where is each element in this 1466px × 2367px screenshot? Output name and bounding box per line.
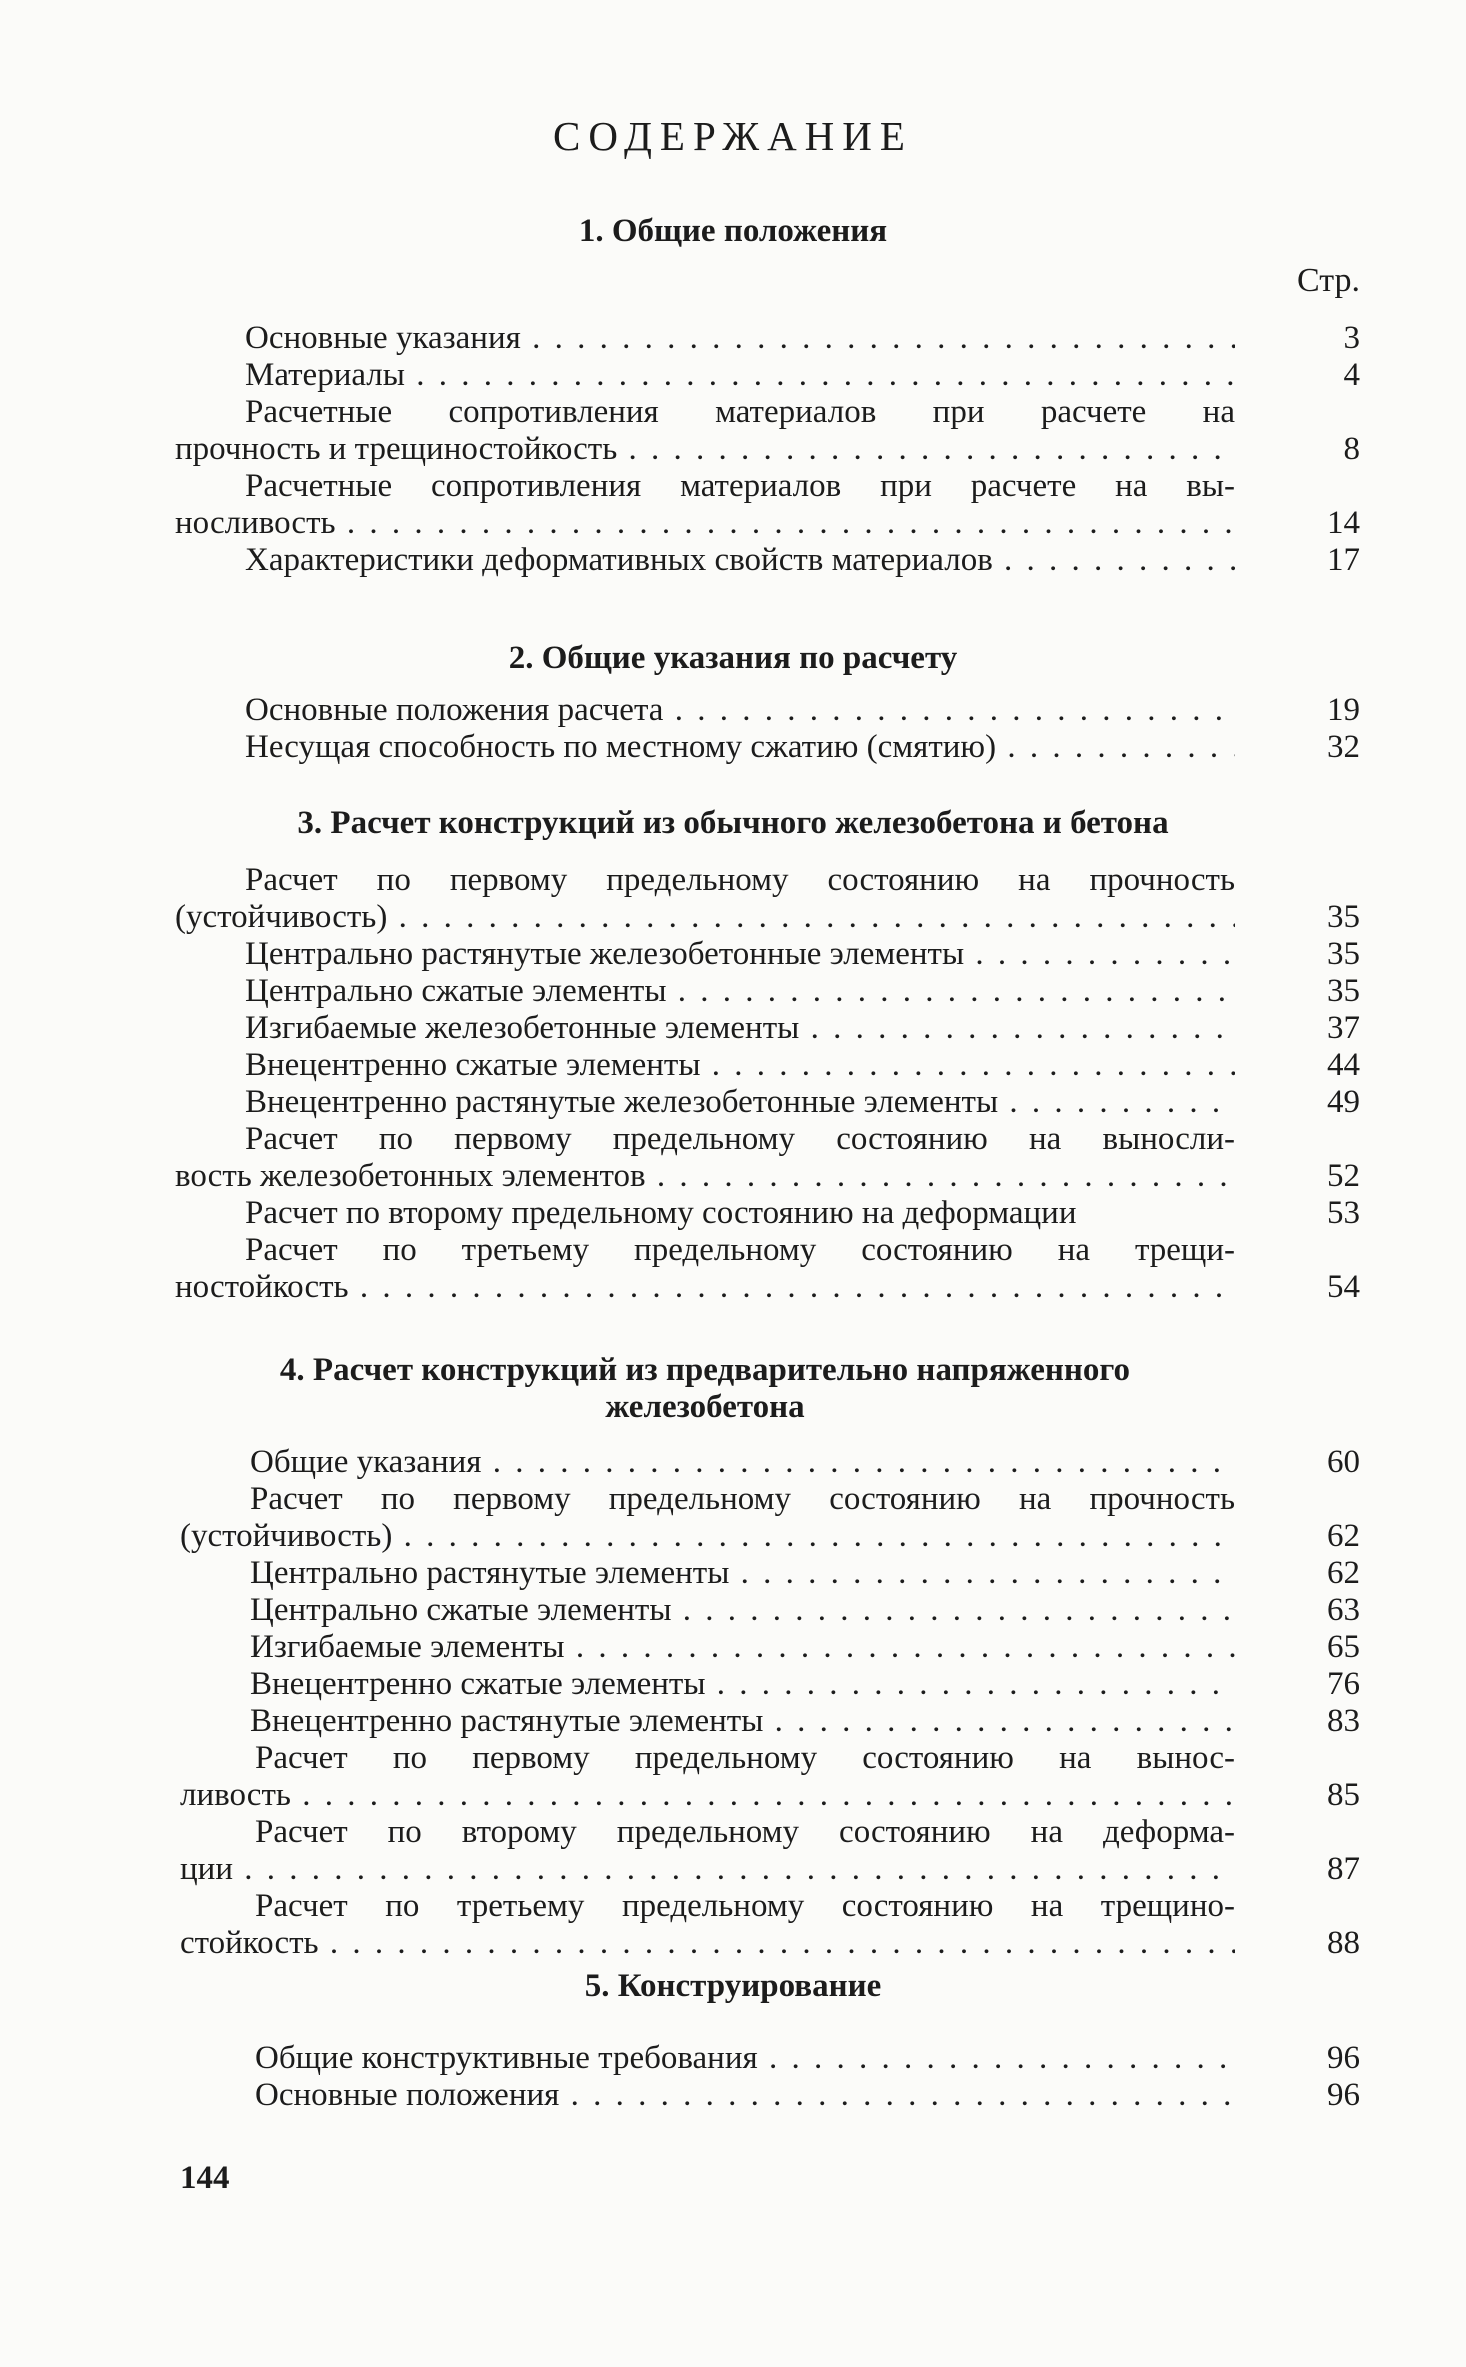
toc-entry (0, 1814, 1466, 1851)
toc-entry-page: 53 (1327, 1195, 1360, 1231)
toc-entry-text: Расчетные сопротивления материалов при расчете на вы- (245, 468, 1235, 504)
toc-entry-text: Внецентренно растянутые железобетонные элементы . . . (245, 1084, 1235, 1121)
toc-entry-text: Внецентренно сжатые элементы . . . (245, 1047, 1235, 1084)
toc-entry-text: ностойкость . . . (175, 1269, 1235, 1306)
toc-entry-page: 85 (1327, 1777, 1360, 1813)
toc-entry (0, 899, 1466, 936)
toc-entry-page: 35 (1327, 899, 1360, 935)
toc-entry (0, 1195, 1466, 1232)
toc-entry (0, 2040, 1466, 2077)
toc-entry-page: 65 (1327, 1629, 1360, 1665)
toc-entry (0, 431, 1466, 468)
toc-entry-text: Расчет по первому предельному состоянию на вынос- (255, 1740, 1235, 1776)
toc-entry-page: 52 (1327, 1158, 1360, 1194)
toc-entry (0, 1010, 1466, 1047)
toc-entry (0, 1888, 1466, 1925)
toc-entry-text: Характеристики деформативных свойств материалов . . . (245, 542, 1235, 579)
toc-entry-page: 96 (1327, 2077, 1360, 2113)
toc-entry (0, 1740, 1466, 1777)
toc-entry-text: (устойчивость) . . . (180, 1518, 1235, 1555)
toc-entry-text: ливость . . . (180, 1777, 1235, 1814)
toc-entry (0, 1269, 1466, 1306)
toc-entry-text: Расчет по первому предельному состоянию на прочность (245, 862, 1235, 898)
toc-entry (0, 729, 1466, 766)
toc-entry-page: 76 (1327, 1666, 1360, 1702)
toc-entry-text: Центрально сжатые элементы . . . (250, 1592, 1235, 1629)
toc-entry (0, 1444, 1466, 1481)
toc-entry (0, 320, 1466, 357)
toc-entry (0, 862, 1466, 899)
toc-entry-page: 35 (1327, 936, 1360, 972)
toc-entry (0, 1481, 1466, 1518)
toc-entry-text: Общие указания . . . (250, 1444, 1235, 1481)
toc-entry-page: 54 (1327, 1269, 1360, 1305)
toc-entry-page: 88 (1327, 1925, 1360, 1961)
toc-entry-page: 14 (1327, 505, 1360, 541)
toc-entry-page: 37 (1327, 1010, 1360, 1046)
toc-entry (0, 1666, 1466, 1703)
toc-entry (0, 1555, 1466, 1592)
toc-entry-page: 32 (1327, 729, 1360, 765)
toc-entry-text: Внецентренно растянутые элементы . . . (250, 1703, 1235, 1740)
toc-entry-text: Несущая способность по местному сжатию (смятию) . . . (245, 729, 1235, 766)
toc-entry (0, 394, 1466, 431)
toc-entry-text: Изгибаемые элементы . . . (250, 1629, 1235, 1666)
section-2-title: 2. Общие указания по расчету (508, 640, 958, 676)
toc-entry (0, 1084, 1466, 1121)
toc-entry-text: прочность и трещиностойкость . . . (175, 431, 1235, 468)
toc-entry-text: Внецентренно сжатые элементы . . . (250, 1666, 1235, 1703)
toc-entry (0, 1121, 1466, 1158)
toc-entry-page: 17 (1327, 542, 1360, 578)
toc-entry-text: Основные указания . . . (245, 320, 1235, 357)
toc-entry-text: (устойчивость) . . . (175, 899, 1235, 936)
toc-entry-text: Основные положения расчета . . . (245, 692, 1235, 729)
toc-entry-text: Общие конструктивные требования . . . (255, 2040, 1235, 2077)
toc-entry (0, 542, 1466, 579)
page-number: 144 (180, 2160, 230, 2196)
toc-entry (0, 1518, 1466, 1555)
toc-entry-page: 19 (1327, 692, 1360, 728)
toc-entry-page: 35 (1327, 973, 1360, 1009)
toc-entry-text: Изгибаемые железобетонные элементы . . . (245, 1010, 1235, 1047)
toc-entry-page: 49 (1327, 1084, 1360, 1120)
toc-entry-text: Расчет по первому предельному состоянию на прочность (250, 1481, 1235, 1517)
toc-entry (0, 1592, 1466, 1629)
toc-entry (0, 468, 1466, 505)
toc-entry-text: Центрально растянутые железобетонные элементы . . . (245, 936, 1235, 973)
toc-entry-text: Расчет по первому предельному состоянию на выносли- (245, 1121, 1235, 1157)
toc-entry-text: стойкость . . . (180, 1925, 1235, 1962)
toc-entry (0, 1925, 1466, 1962)
toc-entry-page: 62 (1327, 1518, 1360, 1554)
toc-entry-page: 62 (1327, 1555, 1360, 1591)
toc-entry-page: 87 (1327, 1851, 1360, 1887)
toc-entry (0, 505, 1466, 542)
toc-entry-page: 44 (1327, 1047, 1360, 1083)
section-3-title: 3. Расчет конструкций из обычного железобетона и бетона (297, 805, 1169, 841)
toc-entry (0, 1703, 1466, 1740)
toc-entry-text: Расчет по второму предельному состоянию на деформа- (255, 1814, 1235, 1850)
toc-entry-text: Расчетные сопротивления материалов при расчете на (245, 394, 1235, 430)
toc-entry (0, 2077, 1466, 2114)
toc-entry (0, 692, 1466, 729)
toc-entry-page: 83 (1327, 1703, 1360, 1739)
toc-entry-text: Центрально сжатые элементы . . . (245, 973, 1235, 1010)
section-4-title-line-2: железобетона (605, 1389, 805, 1425)
toc-entry (0, 357, 1466, 394)
toc-entry (0, 1047, 1466, 1084)
toc-entry (0, 1232, 1466, 1269)
toc-entry-text: Расчет по второму предельному состоянию на деформации (245, 1195, 1077, 1231)
toc-entry-page: 4 (1343, 357, 1360, 393)
section-5-title: 5. Конструирование (584, 1968, 882, 2004)
toc-entry (0, 936, 1466, 973)
section-1-title: 1. Общие положения (578, 213, 888, 249)
toc-entry-page: 63 (1327, 1592, 1360, 1628)
toc-entry-text: вость железобетонных элементов . . . (175, 1158, 1235, 1195)
toc-entry-text: ции . . . (180, 1851, 1235, 1888)
page-column-label: Стр. (1296, 262, 1360, 299)
toc-entry-text: Расчет по третьему предельному состоянию на трещино- (255, 1888, 1235, 1924)
section-4-title: 4. Расчет конструкций из предварительно напряженного (279, 1352, 1131, 1388)
toc-entry-text: носливость . . . (175, 505, 1235, 542)
toc-entry (0, 1777, 1466, 1814)
toc-entry-page: 3 (1343, 320, 1360, 356)
toc-entry-text: Основные положения . . . (255, 2077, 1235, 2114)
toc-entry (0, 1158, 1466, 1195)
toc-entry-text: Материалы . . . (245, 357, 1235, 394)
toc-entry (0, 1629, 1466, 1666)
page-title: СОДЕРЖАНИЕ (553, 113, 913, 159)
toc-entry-page: 96 (1327, 2040, 1360, 2076)
toc-entry-text: Расчет по третьему предельному состоянию на трещи- (245, 1232, 1235, 1268)
toc-entry-page: 8 (1343, 431, 1360, 467)
toc-entry (0, 973, 1466, 1010)
toc-entry-page: 60 (1327, 1444, 1360, 1480)
toc-entry-text: Центрально растянутые элементы . . . (250, 1555, 1235, 1592)
toc-entry (0, 1851, 1466, 1888)
